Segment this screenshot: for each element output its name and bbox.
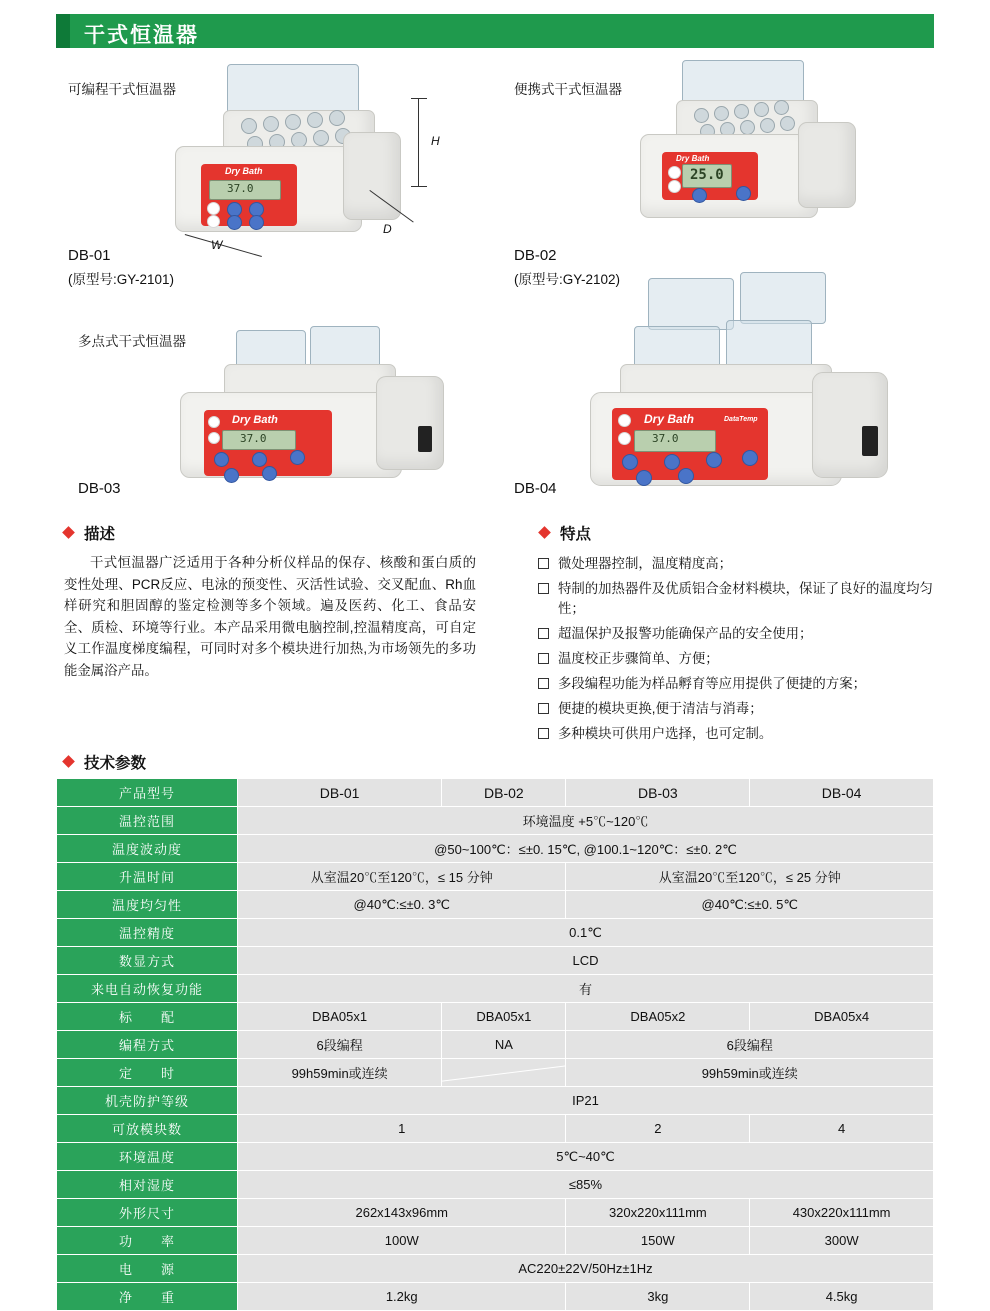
- product-image-db04: Dry Bath DataTemp 37.0: [590, 268, 920, 498]
- description-text: 干式恒温器广泛适用于各种分析仪样品的保存、核酸和蛋白质的变性处理、PCR反应、电泳的预变性、灭活性试验、交叉配血、Rh血样研究和胆固醇的鉴定检测等多个领域。遍及医药、化工、食品安全、质检、环境等行业。本产品采用微电脑控制,控温精度高，可自定义工作温度梯度编程，可同时对多个模块进行加热,为市场领先的多功能金属浴产品。: [64, 555, 476, 678]
- spec-cell: 1: [238, 1115, 566, 1143]
- product-submodel-db01: (原型号:GY-2101): [68, 272, 175, 287]
- table-row: [57, 1171, 934, 1199]
- product-image-db01: [165, 62, 440, 252]
- spec-row-label: 净 重: [57, 1283, 238, 1311]
- spec-cell: 4: [750, 1115, 934, 1143]
- display-value-db01: 37.0: [227, 182, 254, 195]
- product-caption-db03: 多点式干式恒温器: [78, 334, 186, 349]
- spec-cell: @50~100℃：≤±0. 15℃, @100.1~120℃：≤±0. 2℃: [238, 835, 934, 863]
- page-title: 干式恒温器: [84, 24, 199, 47]
- brand-label-db03: Dry Bath: [232, 414, 278, 426]
- table-row: [57, 919, 934, 947]
- description-bullet-icon: [62, 526, 75, 539]
- product-caption-db02: 便携式干式恒温器: [514, 82, 622, 97]
- table-row: [57, 1283, 934, 1311]
- spec-row-label: 功 率: [57, 1227, 238, 1255]
- spec-cell: 有: [238, 975, 934, 1003]
- spec-cell: ≤85%: [238, 1171, 934, 1199]
- checkbox-icon: [538, 628, 549, 639]
- spec-cell: 环境温度 +5℃~120℃: [238, 807, 934, 835]
- spec-cell: DB-01: [238, 779, 442, 807]
- spec-row-label: 定 时: [57, 1059, 238, 1087]
- feature-text: 多段编程功能为样品孵育等应用提供了便捷的方案；: [558, 676, 866, 691]
- spec-row-label: 相对湿度: [57, 1171, 238, 1199]
- brand-label-db02: Dry Bath: [676, 154, 710, 163]
- feature-text: 超温保护及报警功能确保产品的安全使用；: [558, 626, 813, 641]
- description-heading: 描述: [84, 526, 116, 543]
- table-row: [57, 1003, 934, 1031]
- spec-row-label: 温控范围: [57, 807, 238, 835]
- feature-item: [538, 624, 938, 644]
- spec-cell: 430x220x111mm: [750, 1199, 934, 1227]
- spec-cell: DBA05x4: [750, 1003, 934, 1031]
- table-row: [57, 975, 934, 1003]
- feature-text: 微处理器控制，温度精度高；: [558, 556, 733, 571]
- spec-cell: DBA05x2: [566, 1003, 750, 1031]
- spec-row-label: 温度波动度: [57, 835, 238, 863]
- feature-item: [538, 724, 938, 744]
- spec-cell: 99h59min或连续: [566, 1059, 934, 1087]
- spec-cell: IP21: [238, 1087, 934, 1115]
- header-accent: [56, 14, 70, 48]
- spec-cell: 从室温20℃至120℃，≤ 15 分钟: [238, 863, 566, 891]
- spec-cell: 300W: [750, 1227, 934, 1255]
- spec-row-label: 机壳防护等级: [57, 1087, 238, 1115]
- spec-row-label: 电 源: [57, 1255, 238, 1283]
- spec-cell: 100W: [238, 1227, 566, 1255]
- product-model-db04: DB-04: [514, 480, 557, 497]
- feature-text: 特制的加热器件及优质铝合金材料模块，保证了良好的温度均匀性；: [558, 581, 933, 616]
- table-row: [57, 835, 934, 863]
- dimension-w: W: [211, 238, 223, 252]
- spec-row-label: 编程方式: [57, 1031, 238, 1059]
- table-row: [57, 779, 934, 807]
- spec-row-label: 升温时间: [57, 863, 238, 891]
- spec-cell: 4.5kg: [750, 1283, 934, 1311]
- features-heading: 特点: [560, 526, 592, 543]
- spec-cell: DBA05x1: [238, 1003, 442, 1031]
- table-row: [57, 1199, 934, 1227]
- spec-row-label: 温控精度: [57, 919, 238, 947]
- spec-cell: DB-04: [750, 779, 934, 807]
- display-value-db04: 37.0: [652, 432, 679, 445]
- spec-cell: 262x143x96mm: [238, 1199, 566, 1227]
- checkbox-icon: [538, 558, 549, 569]
- spec-cell: 6段编程: [238, 1031, 442, 1059]
- feature-item: [538, 649, 938, 669]
- table-row: [57, 947, 934, 975]
- checkbox-icon: [538, 583, 549, 594]
- spec-row-label: 温度均匀性: [57, 891, 238, 919]
- spec-row-label: 环境温度: [57, 1143, 238, 1171]
- feature-text: 温度校正步骤简单、方便；: [558, 651, 719, 666]
- checkbox-icon: [538, 653, 549, 664]
- table-row: [57, 1227, 934, 1255]
- spec-cell: 320x220x111mm: [566, 1199, 750, 1227]
- feature-text: 便捷的模块更换,便于清洁与消毒；: [558, 701, 763, 716]
- product-image-db02: [640, 60, 890, 230]
- spec-row-label: 数显方式: [57, 947, 238, 975]
- checkbox-icon: [538, 728, 549, 739]
- feature-item: [538, 674, 938, 694]
- table-row: [57, 807, 934, 835]
- spec-cell: 150W: [566, 1227, 750, 1255]
- table-row: [57, 1115, 934, 1143]
- feature-text: 多种模块可供用户选择，也可定制。: [558, 726, 773, 741]
- product-model-db03: DB-03: [78, 480, 121, 497]
- spec-cell: 99h59min或连续: [238, 1059, 442, 1087]
- display-value-db02: 25.0: [690, 167, 724, 183]
- features-bullet-icon: [538, 526, 551, 539]
- spec-cell: LCD: [238, 947, 934, 975]
- brand-label-db01: Dry Bath: [225, 166, 263, 176]
- spec-cell: @40℃:≤±0. 3℃: [238, 891, 566, 919]
- spec-table: [56, 778, 934, 1311]
- feature-item: [538, 699, 938, 719]
- features-list: [538, 554, 938, 749]
- table-row: [57, 1143, 934, 1171]
- spec-cell: 6段编程: [566, 1031, 934, 1059]
- feature-item: [538, 554, 938, 574]
- spec-cell: @40℃:≤±0. 5℃: [566, 891, 934, 919]
- spec-cell: AC220±22V/50Hz±1Hz: [238, 1255, 934, 1283]
- specs-heading: 技术参数: [84, 755, 147, 772]
- spec-cell: DB-03: [566, 779, 750, 807]
- product-submodel-db02: (原型号:GY-2102): [514, 272, 621, 287]
- spec-cell: DBA05x1: [442, 1003, 566, 1031]
- product-model-db02: DB-02: [514, 247, 557, 264]
- dimension-d: D: [383, 222, 392, 236]
- table-row: [57, 1255, 934, 1283]
- brand-label-db04: Dry Bath: [644, 412, 695, 426]
- page-header-bar: [56, 14, 934, 48]
- product-model-db01: DB-01: [68, 247, 111, 264]
- table-row: [57, 863, 934, 891]
- checkbox-icon: [538, 678, 549, 689]
- product-caption-db01: 可编程干式恒温器: [68, 82, 176, 97]
- spec-cell: 0.1℃: [238, 919, 934, 947]
- spec-cell: 从室温20℃至120℃，≤ 25 分钟: [566, 863, 934, 891]
- spec-cell: 1.2kg: [238, 1283, 566, 1311]
- table-row: [57, 1031, 934, 1059]
- spec-table-wrapper: [56, 778, 934, 1311]
- spec-cell: 2: [566, 1115, 750, 1143]
- spec-row-label: 来电自动恢复功能: [57, 975, 238, 1003]
- spec-row-label: 标 配: [57, 1003, 238, 1031]
- spec-cell: 5℃~40℃: [238, 1143, 934, 1171]
- table-row: [57, 1059, 934, 1087]
- table-row: [57, 1087, 934, 1115]
- table-row: [57, 891, 934, 919]
- spec-cell: NA: [442, 1031, 566, 1059]
- checkbox-icon: [538, 703, 549, 714]
- feature-item: [538, 579, 938, 619]
- spec-cell: 3kg: [566, 1283, 750, 1311]
- spec-row-label: 可放模块数: [57, 1115, 238, 1143]
- spec-row-label: 产品型号: [57, 779, 238, 807]
- display-value-db03: 37.0: [240, 432, 267, 445]
- spec-cell: [442, 1059, 566, 1087]
- dimension-h: H: [431, 134, 440, 148]
- spec-cell: DB-02: [442, 779, 566, 807]
- specs-bullet-icon: [62, 755, 75, 768]
- product-image-db03: [180, 318, 470, 498]
- spec-row-label: 外形尺寸: [57, 1199, 238, 1227]
